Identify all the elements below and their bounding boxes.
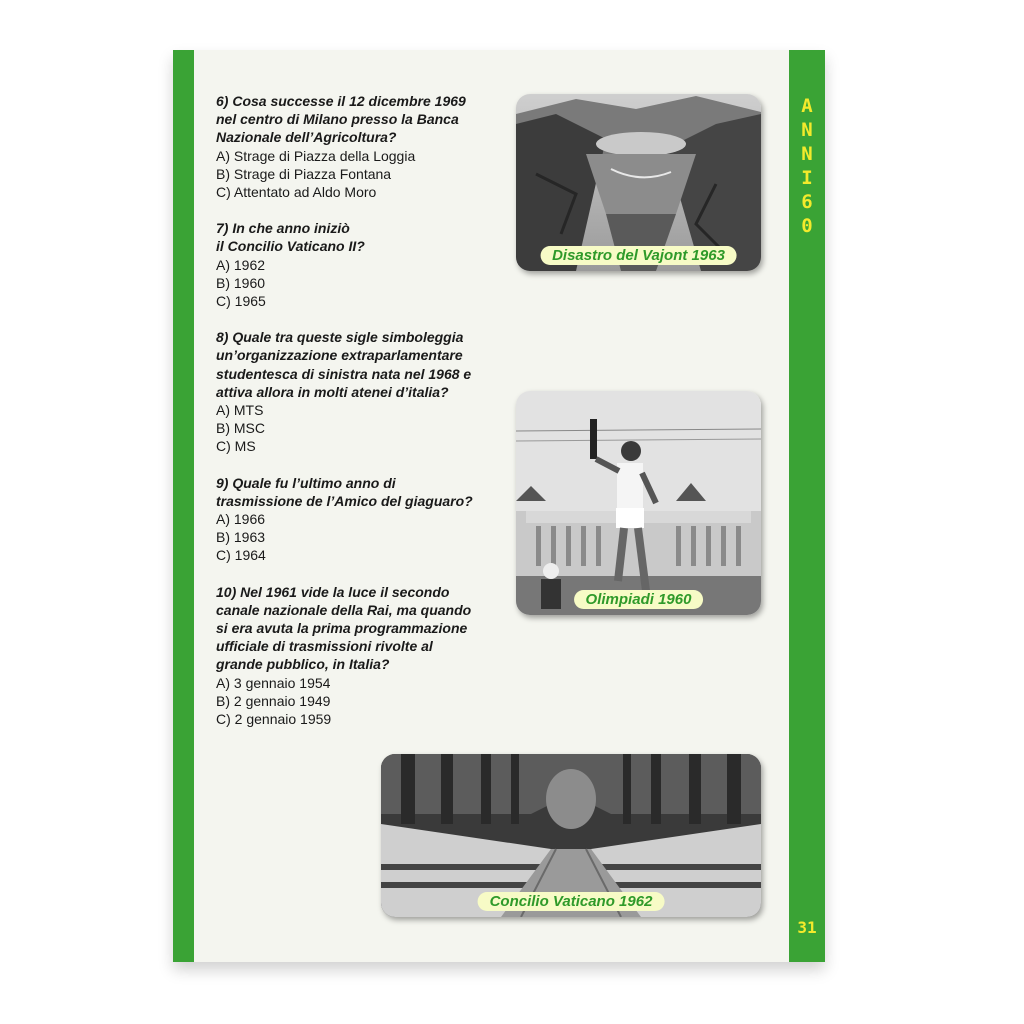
question-10 (216, 583, 501, 729)
quiz-questions (216, 92, 501, 746)
side-title-letter: N (801, 143, 813, 165)
answer-option: B) Strage di Piazza Fontana (216, 165, 392, 182)
photo-olimpiadi (516, 391, 761, 615)
olympic-torch-image (516, 391, 761, 615)
answer-option: A) 1962 (216, 256, 266, 273)
answer-option: C) 1964 (216, 547, 266, 564)
question-title: 10) Nel 1961 vide la luce il secondo canale nazionale della Rai, ma quando si era avuta la prima programmazione ufficiale di trasmissioni rivolte al grande pubblico, in Italia? (216, 583, 472, 673)
question-title: 6) Cosa successe il 12 dicembre 1969 nel centro di Milano presso la Banca Nazionale dell’Agricoltura? (216, 93, 466, 146)
photo-concilio (381, 754, 761, 917)
answer-option: C) 1965 (216, 293, 266, 310)
decade-vertical-title (789, 94, 825, 238)
answer-option: B) 1960 (216, 274, 266, 291)
question-title: 8) Quale tra queste sigle simboleggia un’organizzazione extraparlamentare studentesca di sinistra nata nel 1968 e attiva allora in molti atenei d’italia? (216, 329, 472, 400)
question-7 (216, 219, 501, 310)
photo-caption: Olimpiadi 1960 (574, 590, 704, 609)
answer-option: C) MS (216, 438, 256, 455)
photo-vajont (516, 94, 761, 271)
page-number: 31 (797, 918, 817, 937)
question-6 (216, 92, 501, 201)
answer-option: B) 2 gennaio 1949 (216, 692, 331, 709)
answer-option: A) Strage di Piazza della Loggia (216, 147, 416, 164)
vajont-valley-image (516, 94, 761, 271)
photo-caption: Concilio Vaticano 1962 (478, 892, 665, 911)
answer-option: C) 2 gennaio 1959 (216, 711, 332, 728)
book-page (173, 50, 825, 962)
side-title-letter: I (801, 167, 813, 189)
answer-option: C) Attentato ad Aldo Moro (216, 184, 377, 201)
side-title-letter: A (801, 95, 813, 117)
answer-option: B) MSC (216, 420, 265, 437)
question-title: 9) Quale fu l’ultimo anno di trasmissione de l’Amico del giaguaro? (216, 474, 473, 509)
answer-option: B) 1963 (216, 529, 266, 546)
side-title-letter: 6 (801, 191, 813, 213)
question-title: 7) In che anno iniziò il Concilio Vaticano II? (216, 220, 365, 255)
side-title-letter: 0 (801, 215, 813, 237)
side-title-letter: N (801, 119, 813, 141)
answer-option: A) 3 gennaio 1954 (216, 674, 331, 691)
answer-option: A) 1966 (216, 511, 266, 528)
question-8 (216, 328, 501, 455)
answer-option: A) MTS (216, 402, 264, 419)
left-green-bar (173, 50, 194, 962)
question-9 (216, 474, 501, 565)
photo-caption: Disastro del Vajont 1963 (540, 246, 737, 265)
